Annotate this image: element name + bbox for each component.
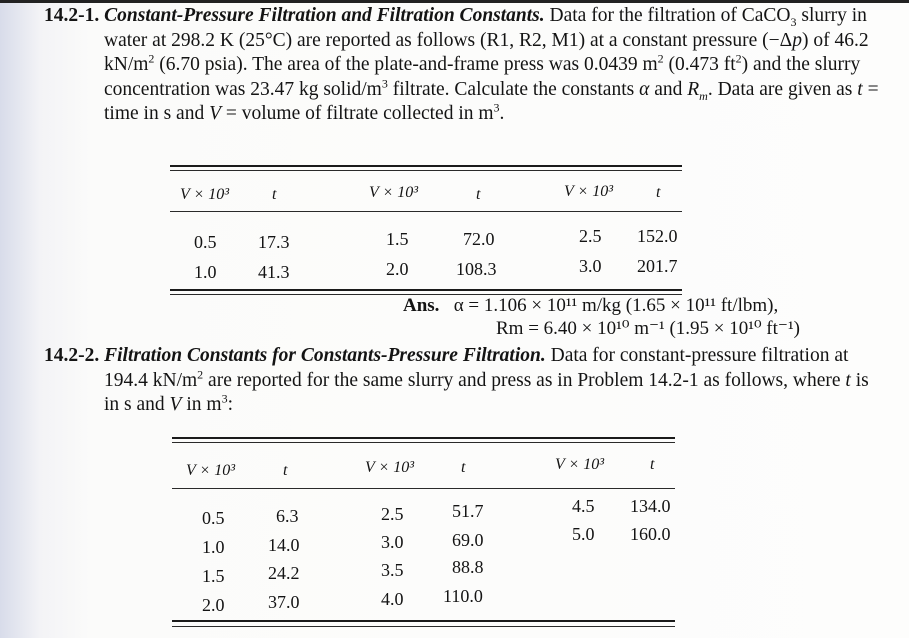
table-cell: 201.7 bbox=[637, 256, 678, 276]
problem-14-2-1: 14.2-1. Constant-Pressure Filtration and Filtration Constants. Data for the filtration of CaCO$_3$ slurry in water at 298.2 K (25°C) are reported as follows (R1, R2, M1) at a constant pressure (−Δp) of 46.2 $kN/m^2$ (6.70 psia). The area of the plate-and-frame press was 0.0439 $m^2$ (0.473 $ft^2$) and the slurry concentration was 23.47 kg solid/$m^3$ filtrate. Calculate the constants α and $R_m$. Data are given as t = time in s and V = volume of filtrate collected in $m^3$. bbox=[44, 5, 879, 124]
table-cell: 1.0 bbox=[202, 537, 225, 557]
problem-text: in m bbox=[181, 394, 222, 415]
column-header: V × 10³ bbox=[369, 184, 419, 201]
table-cell: 2.0 bbox=[202, 595, 225, 615]
column-header: V × 10³ bbox=[180, 186, 230, 203]
table-cell: 2.5 bbox=[579, 226, 602, 246]
problem-text: (6.70 psia). The area of the plate-and-frame press was 0.0439 m bbox=[154, 54, 658, 75]
table-cell: 69.0 bbox=[452, 530, 484, 550]
table-cell: 4.5 bbox=[572, 496, 595, 516]
table-rule-header bbox=[170, 211, 682, 212]
problem-text: ) and the slurry concentration was 23.47 kg solid/m bbox=[104, 54, 861, 100]
problem-title: Constant-Pressure Filtration and Filtration Constants. bbox=[104, 5, 545, 26]
table-cell: 1.5 bbox=[202, 566, 225, 586]
column-header: V × 10³ bbox=[365, 459, 415, 476]
problem-text: = volume of filtrate collected in m bbox=[221, 103, 494, 124]
column-header: t bbox=[272, 186, 277, 203]
problem-14-2-2: 14.2-2. Filtration Constants for Constants-Pressure Filtration. Data for constant-pressure filtration at 194.4 $kN/m^2$ are reported for the same slurry and press as in Problem 14.2-1 as follows, where t is in s and V in $m^3$: bbox=[44, 345, 869, 415]
table-rule-bottom bbox=[172, 620, 675, 622]
table-cell: 0.5 bbox=[202, 508, 225, 528]
table-cell: 110.0 bbox=[443, 586, 483, 606]
table-cell: 6.3 bbox=[276, 506, 299, 526]
table-cell: 1.5 bbox=[386, 229, 409, 249]
table-cell: 88.8 bbox=[452, 557, 484, 577]
column-header: t bbox=[283, 462, 288, 479]
table-rule-header bbox=[172, 488, 675, 489]
table-cell: 51.7 bbox=[452, 501, 484, 521]
table-cell: 5.0 bbox=[572, 524, 595, 544]
table-cell: 1.0 bbox=[194, 262, 217, 282]
table-rule-top-2 bbox=[170, 170, 682, 171]
table-rule-top bbox=[172, 437, 675, 439]
answer-line-1 bbox=[403, 294, 778, 318]
table-cell: 14.0 bbox=[268, 535, 300, 555]
problem-number: 14.2-2. bbox=[44, 345, 100, 366]
top-border-rule bbox=[0, 0, 909, 3]
column-header: V × 10³ bbox=[564, 183, 614, 200]
table-cell: 0.5 bbox=[194, 232, 217, 252]
table-cell: 4.0 bbox=[381, 589, 404, 609]
problem-text: = time in s and bbox=[104, 78, 879, 124]
problem-text: and bbox=[649, 78, 688, 100]
table-cell: 134.0 bbox=[630, 496, 671, 516]
table-rule-top-2 bbox=[172, 442, 675, 443]
table-cell: 108.3 bbox=[456, 259, 497, 279]
table-cell: 17.3 bbox=[258, 232, 290, 252]
answer-label: Ans. bbox=[403, 295, 440, 316]
problem-number: 14.2-1. bbox=[44, 5, 100, 26]
table-cell: 24.2 bbox=[268, 563, 300, 583]
table-cell: 3.5 bbox=[381, 560, 404, 580]
table-cell: 72.0 bbox=[463, 229, 495, 249]
column-header: t bbox=[476, 186, 481, 203]
problem-text: slurry in water at 298.2 K (25°C) are reported as follows (R1, R2, M1) at a constant pressure (−Δ bbox=[104, 5, 867, 51]
table-cell: 2.0 bbox=[386, 259, 409, 279]
problem-text: (0.473 ft bbox=[663, 54, 736, 75]
table-cell: 41.3 bbox=[258, 262, 290, 282]
table-cell: 37.0 bbox=[268, 592, 300, 612]
answer-rm: Rm = 6.40 × 10¹⁰ m⁻¹ (1.95 × 10¹⁰ ft⁻¹) bbox=[496, 318, 800, 339]
problem-text: Data for constant-pressure filtration at 194.4 kN/m bbox=[104, 345, 849, 391]
table-cell: 2.5 bbox=[381, 504, 404, 524]
table-cell: 3.0 bbox=[381, 532, 404, 552]
table-rule-bottom-2 bbox=[172, 626, 675, 627]
problem-text: . Data are given as bbox=[707, 78, 858, 100]
problem-text: filtrate. Calculate the constants bbox=[387, 78, 640, 100]
problem-title: Filtration Constants for Constants-Pressure Filtration. bbox=[104, 345, 546, 366]
problem-text: Data for the filtration of CaCO bbox=[549, 5, 791, 26]
answer-line-2 bbox=[496, 317, 800, 341]
problem-text: is in s and bbox=[104, 369, 869, 415]
column-header: V × 10³ bbox=[186, 462, 236, 479]
table-cell: 152.0 bbox=[637, 226, 678, 246]
problem-text: are reported for the same slurry and press as in Problem 14.2-1 as follows, where bbox=[203, 369, 846, 391]
problem-text: ) of 46.2 kN/m bbox=[104, 29, 869, 75]
answer-alpha: α = 1.106 × 10¹¹ m/kg (1.65 × 10¹¹ ft/lbm), bbox=[453, 295, 779, 316]
table-rule-bottom bbox=[170, 289, 682, 291]
column-header: t bbox=[650, 456, 655, 473]
column-header: t bbox=[656, 184, 661, 201]
table-cell: 3.0 bbox=[579, 256, 602, 276]
column-header: t bbox=[461, 459, 466, 476]
table-cell: 160.0 bbox=[630, 524, 671, 544]
table-rule-top bbox=[170, 165, 682, 167]
column-header: V × 10³ bbox=[555, 456, 605, 473]
